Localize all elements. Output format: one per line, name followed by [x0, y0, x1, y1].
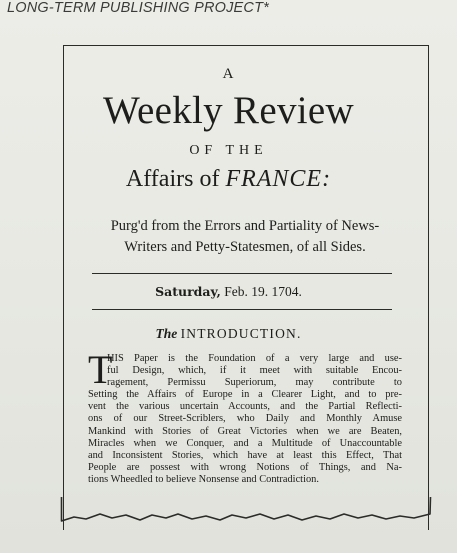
masthead-of-the: OF THE	[189, 143, 268, 158]
body-line: tions Wheedled to believe Nonsense and Contradiction.	[88, 473, 319, 485]
body-line: HIS Paper is the Foundation of a very large and use-	[107, 353, 402, 364]
body-line: Mankind with Stories of Great Victories when we are Beaten,	[88, 425, 402, 437]
body-line: Miracles when we Conquer, and a Multitude of Unaccountable	[88, 437, 402, 449]
body-line: ons of our Street-Scriblers, who Daily and Monthly Amuse	[88, 413, 402, 425]
masthead-subtitle	[90, 216, 400, 258]
torn-paper-edge	[60, 495, 432, 535]
introduction-heading	[0, 326, 457, 342]
dateline	[0, 284, 457, 300]
masthead-affairs-prefix: Affairs of	[125, 166, 226, 192]
header-caption: LONG-TERM PUBLISHING PROJECT*	[7, 0, 269, 16]
introduction-heading-text: INTRODUCTION.	[180, 326, 302, 341]
introduction-heading-article: The	[155, 326, 181, 341]
masthead-affairs	[0, 166, 457, 193]
introduction-body	[88, 353, 402, 486]
subtitle-line: Writers and Petty-Statesmen, of all Sides.	[124, 239, 366, 255]
dateline-day: Saturday,	[155, 284, 221, 299]
body-line: vent the various uncertain Accounts, and the Partial Reflecti-	[88, 401, 402, 413]
dateline-date: Feb. 19. 1704.	[220, 284, 302, 299]
subtitle-line: Purg'd from the Errors and Partiality of News-	[110, 218, 380, 234]
body-line: ragement, Permissu Superiorum, may contribute to	[107, 377, 402, 389]
masthead-title: Weekly Review	[103, 89, 354, 132]
masthead-affairs-country: FRANCE:	[225, 166, 332, 192]
body-line: Setting the Affairs of Europe in a Clearer Light, and to pre-	[88, 389, 402, 401]
body-line: ful Design, which, if it meet with suitable Encou-	[107, 365, 402, 377]
divider-rule	[92, 273, 392, 274]
masthead-article: A	[222, 66, 235, 82]
body-line: People are possest with wrong Notions of Things, and Na-	[88, 461, 402, 473]
body-line: and Inconsistent Stories, which have at least this Effect, That	[88, 449, 402, 461]
drop-cap: T	[88, 347, 113, 392]
divider-rule	[92, 309, 392, 310]
